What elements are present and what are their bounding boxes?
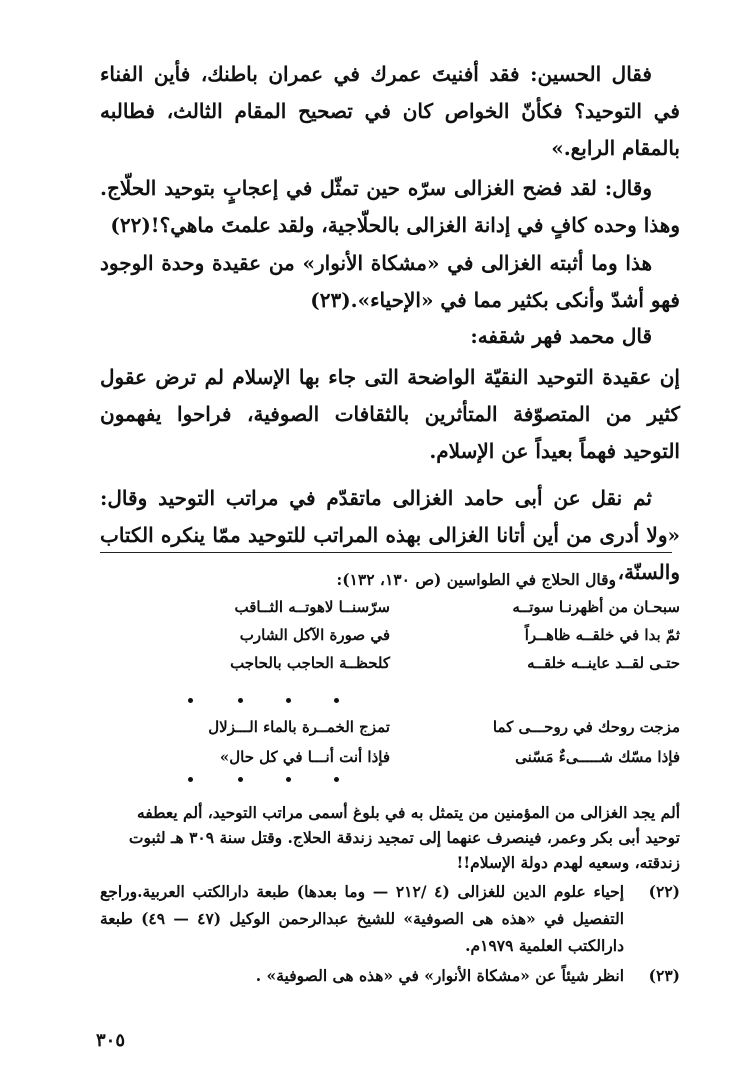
verse-second-hemistich: فإذا أنت أنـــا في كل حال» [219, 748, 390, 766]
page-number: ٣٠٥ [96, 1030, 126, 1051]
separator-dot [286, 698, 291, 703]
paragraph-mishkat: هذا وما أثبته الغزالى في «مشكاة الأنوار» من عقيدة وحدة الوجود فهو أشدّ وأنكى بكثير مما في «الإحياء».(٢٣) [100, 251, 680, 312]
footnote-divider [100, 552, 672, 553]
verse-first-hemistich: ثمّ بدا في خلقــه ظاهــراً [524, 626, 680, 644]
footnote-23 [100, 962, 680, 989]
separator-dot [238, 698, 243, 703]
verse-first-hemistich: سبحـان من أظهرنـا سوتــه [512, 598, 680, 616]
verse-line [100, 748, 680, 772]
footnote-number: (٢٣) [648, 966, 680, 985]
separator-dot [188, 698, 193, 703]
footnote-commentary: ألم يجد الغزالى من المؤمنين من يتمثل به في بلوغ أسمى مراتب التوحيد، ألم يعطفه توحيد أبى بكر وعمر، فينصرف عنهما إلى تمجيد زندقة الحلاج. وقتل سنة ٣٠٩ هـ لثبوت زندقته، وسعيه لهدم دولة الإسلام!! [128, 803, 680, 872]
verse-line [100, 654, 680, 678]
verse-second-hemistich: كلحظــة الحاجب بالحاجب [230, 654, 390, 672]
footnote-text: إحياء علوم الدين للغزالى (٤ /٢١٢ — وما بعدها) طبعة دارالكتب العربية.وراجع التفصيل في «هذه هى الصوفية» للشيخ عبدالرحمن الوكيل (٤٧ — ٤٩) طبعة دارالكتب العلمية ١٩٧٩م. [100, 882, 625, 955]
verse-second-hemistich: تمزج الخمــرة بالماء الـــزلال [208, 718, 390, 736]
separator-dot [286, 777, 291, 782]
paragraph-ghazali-quote: ثم نقل عن أبى حامد الغزالى ماتقدّم في مراتب التوحيد وقال: «ولا أدرى من أين أتانا الغزالى بهذه المراتب للتوحيد ممّا ينكره الكتاب والسنّة، [100, 486, 680, 584]
verse-first-hemistich: مزجت روحك في روحـــى كما [492, 718, 680, 736]
footnote-intro: وقال الحلاج في الطواسين (ص ١٣٠، ١٣٢): [336, 570, 616, 589]
footnote-number: (٢٢) [648, 882, 680, 901]
separator-dot [334, 777, 339, 782]
footnote-text: انظر شيئاً عن «مشكاة الأنوار» في «هذه هى الصوفية» . [255, 966, 624, 985]
section-separator-dots [0, 698, 580, 710]
section-separator-dots [0, 777, 580, 789]
main-text [100, 245, 680, 319]
verse-line [100, 598, 680, 622]
main-text [100, 170, 680, 244]
verse-first-hemistich: فإذا مسّك شـــــىءٌ مَسّنى [515, 748, 680, 766]
verse-first-hemistich: حتـى لقــد عاينــه خلقــه [527, 654, 680, 672]
verse-line [100, 626, 680, 650]
paragraph-tawhid: إن عقيدة التوحيد النقيّة الواضحة التى جاء بها الإسلام لم ترض عقول كثير من المتصوّفة المتأثرين بالثقافات الصوفية، فراحوا يفهمون التوحيد فهماً بعيداً عن الإسلام. [100, 365, 680, 463]
footnote-22 [100, 878, 680, 959]
main-text [100, 359, 680, 470]
separator-dot [334, 698, 339, 703]
main-text [100, 56, 680, 167]
paragraph-hussein: فقال الحسين: فقد أفنيتَ عمرك في عمران باطنك، فأين الفناء في التوحيد؟ فكأنّ الخواص كان في تصحيح المقام الثالث، فطالبه بالمقام الرابع.» [100, 62, 680, 160]
separator-dot [238, 777, 243, 782]
verse-line [100, 718, 680, 742]
paragraph-hallaj: وقال: لقد فضح الغزالى سرّه حين تمثّل في إعجابٍ بتوحيد الحلّاج. وهذا وحده كافٍ في إدانة الغزالى بالحلّاجية، ولقد علمتَ ماهي؟!(٢٢) [100, 176, 680, 237]
verse-second-hemistich: في صورة الآكل الشارب [239, 626, 390, 644]
main-text [100, 318, 680, 355]
paragraph-shaqfa-intro: قال محمد فهر شقفه: [470, 324, 652, 348]
verse-second-hemistich: سرّسنــا لاهوتــه الثــاقب [234, 598, 390, 616]
separator-dot [188, 777, 193, 782]
